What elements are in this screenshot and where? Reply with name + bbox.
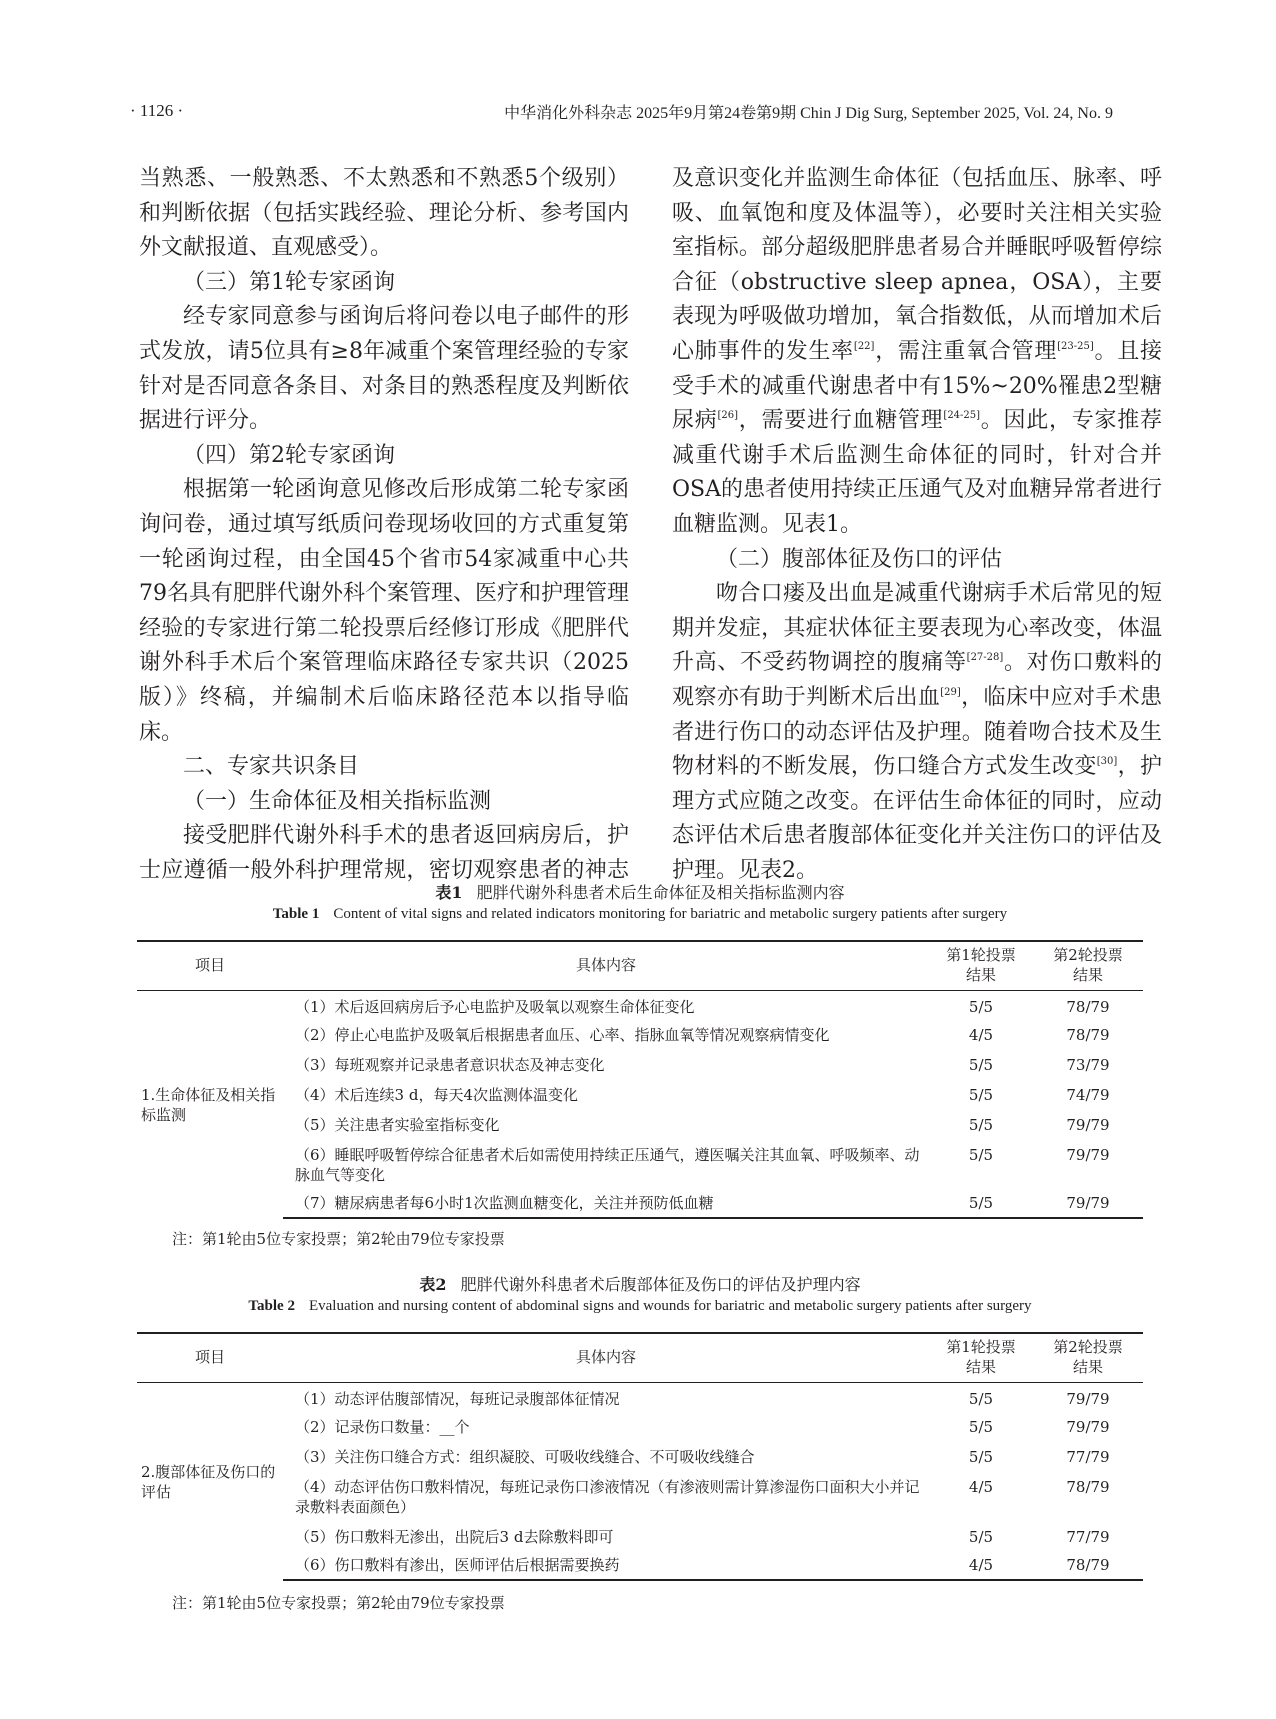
paragraph: 接受肥胖代谢外科手术的患者返回病房后，护士应遵循一般外科护理常规，密切观察患者的神志 [139, 823, 629, 883]
table-row [137, 1409, 1143, 1439]
content-cell: （7）糖尿病患者每6小时1次监测血糖变化，关注并预防低血糖 [283, 1185, 929, 1218]
content-cell: （5）关注患者实验室指标变化 [295, 1116, 500, 1134]
table2-note: 注：第1轮由5位专家投票；第2轮由79位专家投票 [172, 1594, 505, 1612]
table2-title-en [137, 1298, 1143, 1315]
round2-cell: 79/79 [1066, 1146, 1110, 1164]
text-run: ，护理方式应随之改变。在评估生命体征的同时，应动态评估术后患者腹部体征变化并关注伤口的评估及护理。见表2。 [672, 754, 1162, 883]
category-cell: 1.生命体征及相关指标监测 [141, 1085, 276, 1124]
table-label: 表2 [419, 1275, 447, 1294]
journal-citation: 中华消化外科杂志 2025年9月第24卷第9期 Chin J Dig Surg, September 2025, Vol. 24, No. 9 [504, 105, 1113, 122]
content-cell: （1）动态评估腹部情况，每班记录腹部体征情况 [295, 1390, 620, 1408]
round1-cell: 5/5 [968, 1390, 994, 1408]
paragraph: 经专家同意参与函询后将问卷以电子邮件的形式发放，请5位具有≥8年减重个案管理经验的专家针对是否同意各条目、对条目的熟悉程度及判断依据进行评分。 [139, 304, 629, 434]
text-run: 。对伤口敷料的观察亦有助于判断术后出血 [672, 650, 1162, 710]
column-header: 第1轮投票结果 [929, 1333, 1033, 1383]
round1-cell: 5/5 [968, 1528, 994, 1546]
table-label: 表1 [435, 883, 463, 902]
content-cell: （4）动态评估伤口敷料情况，每班记录伤口渗液情况（有渗液则需计算渗湿伤口面积大小并记录敷料表面颜色） [295, 1478, 920, 1516]
table-row [137, 1185, 1143, 1218]
citation: [27-28] [966, 652, 1004, 664]
table1-note: 注：第1轮由5位专家投票；第2轮由79位专家投票 [172, 1230, 505, 1248]
column-header: 项目 [137, 941, 283, 991]
column-header: 项目 [137, 1333, 283, 1383]
table2-title-cn [137, 1272, 1143, 1295]
table-row [137, 1439, 1143, 1469]
citation: [24-25] [943, 410, 981, 422]
citation: [30] [1096, 756, 1118, 768]
content-cell: （5）伤口敷料无渗出，出院后3 d去除敷料即可 [295, 1528, 614, 1546]
table-row [137, 1047, 1143, 1077]
text-run: 吻合口瘘及出血是减重代谢病手术后常见的短期并发症，其症状体征主要表现为心率改变，体温升高、不受药物调控的腹痛等 [672, 581, 1162, 676]
round1-cell: 5/5 [968, 1116, 994, 1134]
round1-cell: 4/5 [968, 1478, 994, 1496]
column-header: 具体内容 [283, 941, 929, 991]
table-row [137, 991, 1143, 1018]
round2-cell: 79/79 [1066, 1116, 1110, 1134]
paragraph [672, 577, 1162, 888]
left-column [139, 162, 629, 888]
round2-cell: 78/79 [1066, 998, 1110, 1016]
table-title: Content of vital signs and related indicators monitoring for bariatric and metabolic surgery patients after surgery [333, 906, 1008, 922]
content-cell: （2）停止心电监护及吸氧后根据患者血压、心率、指脉血氧等情况观察病情变化 [295, 1026, 830, 1044]
round1-cell: 5/5 [968, 1056, 994, 1074]
table-title: 肥胖代谢外科患者术后生命体征及相关指标监测内容 [476, 883, 845, 902]
table-row [137, 1077, 1143, 1107]
column-header: 第1轮投票结果 [929, 941, 1033, 991]
running-head [0, 0, 1276, 140]
section-heading: （三）第1轮专家函询 [183, 269, 395, 295]
text-run: 。因此，专家推荐减重代谢手术后监测生命体征的同时，针对合并OSA的患者使用持续正压通气及对血糖异常者进行血糖监测。见表1。 [672, 408, 1162, 537]
round2-cell: 73/79 [1066, 1056, 1110, 1074]
section-heading: （四）第2轮专家函询 [183, 442, 395, 468]
right-column [672, 162, 1162, 888]
table1-title-cn [137, 880, 1143, 903]
text-run: 。且接受手术的减重代谢患者中有15%~20%罹患2型糖尿病 [672, 338, 1162, 434]
round2-cell: 74/79 [1066, 1086, 1110, 1104]
round2-cell: 77/79 [1066, 1528, 1110, 1546]
category-cell: 2.腹部体征及伤口的评估 [141, 1462, 276, 1501]
table1-title-en [137, 906, 1143, 923]
text-run: ，需要进行血糖管理 [738, 408, 944, 434]
table-label: Table 2 [248, 1298, 295, 1314]
round2-cell: 79/79 [1033, 1185, 1143, 1218]
table-title: 肥胖代谢外科患者术后腹部体征及伤口的评估及护理内容 [460, 1275, 861, 1294]
table-row [137, 1383, 1143, 1410]
round1-cell: 5/5 [968, 1448, 994, 1466]
section-heading: （一）生命体征及相关指标监测 [183, 788, 492, 814]
table-row [137, 1017, 1143, 1047]
round1-cell: 4/5 [929, 1547, 1033, 1580]
text-run: ，需注重氧合管理 [874, 338, 1058, 364]
section-heading: 二、专家共识条目 [183, 754, 360, 780]
paragraph [672, 162, 1162, 543]
round1-cell: 5/5 [929, 1185, 1033, 1218]
round1-cell: 4/5 [968, 1026, 994, 1044]
content-cell: （6）睡眠呼吸暂停综合征患者术后如需使用持续正压通气，遵医嘱关注其血氧、呼吸频率、动脉血气等变化 [295, 1146, 920, 1184]
round1-cell: 5/5 [968, 1418, 994, 1436]
column-header: 第2轮投票结果 [1033, 941, 1143, 991]
round2-cell: 77/79 [1066, 1448, 1110, 1466]
table-row [137, 1107, 1143, 1137]
table-header-row [137, 941, 1143, 991]
round1-cell: 5/5 [968, 998, 994, 1016]
table-row [137, 1137, 1143, 1185]
citation: [29] [940, 686, 961, 698]
column-header: 具体内容 [283, 1333, 929, 1383]
table1 [137, 940, 1143, 1219]
column-header: 第2轮投票结果 [1033, 1333, 1143, 1383]
table2 [137, 1332, 1143, 1581]
round2-cell: 79/79 [1066, 1390, 1110, 1408]
content-cell: （2）记录伤口数量：__个 [295, 1418, 470, 1436]
citation: [23-25] [1057, 340, 1094, 352]
text-run: ，临床中应对手术患者进行伤口的动态评估及护理。随着吻合技术及生物材料的不断发展，伤口缝合方式发生改变 [672, 684, 1162, 780]
citation: [22] [853, 340, 875, 352]
content-cell: （1）术后返回病房后予心电监护及吸氧以观察生命体征变化 [295, 998, 695, 1016]
round1-cell: 5/5 [968, 1086, 994, 1104]
round2-cell: 78/79 [1066, 1478, 1110, 1496]
page-number: · 1126 · [130, 101, 184, 120]
paragraph: 当熟悉、一般熟悉、不太熟悉和不熟悉5个级别）和判断依据（包括实践经验、理论分析、参考国内外文献报道、直观感受）。 [139, 166, 629, 261]
round1-cell: 5/5 [968, 1146, 994, 1164]
table-row [137, 1469, 1143, 1517]
text-run: 及意识变化并监测生命体征（包括血压、脉率、呼吸、血氧饱和度及体温等），必要时关注相关实验室指标。部分超级肥胖患者易合并睡眠呼吸暂停综合征（obstructive sleep apnea，OSA），主要表现为呼吸做功增加，氧合指数低，从而增加术后心肺事件的发生率 [672, 166, 1162, 364]
table-row [137, 1517, 1143, 1547]
round2-cell: 78/79 [1033, 1547, 1143, 1580]
table-label: Table 1 [272, 906, 320, 922]
content-cell: （3）关注伤口缝合方式：组织凝胶、可吸收线缝合、不可吸收线缝合 [295, 1448, 755, 1466]
citation: [26] [717, 410, 739, 422]
content-cell: （4）术后连续3 d，每天4次监测体温变化 [295, 1086, 579, 1104]
round2-cell: 79/79 [1066, 1418, 1110, 1436]
section-heading: （二）腹部体征及伤口的评估 [716, 546, 1003, 572]
table-row [137, 1547, 1143, 1580]
content-cell: （6）伤口敷料有渗出，医师评估后根据需要换药 [283, 1547, 929, 1580]
paragraph: 根据第一轮函询意见修改后形成第二轮专家函询问卷，通过填写纸质问卷现场收回的方式重复第一轮函询过程，由全国45个省市54家减重中心共79名具有肥胖代谢外科个案管理、医疗和护理管理经验的专家进行第二轮投票后经修订形成《肥胖代谢外科手术后个案管理临床路径专家共识（2025版）》终稿，并编制术后临床路径范本以指导临床。 [139, 477, 629, 745]
content-cell: （3）每班观察并记录患者意识状态及神志变化 [295, 1056, 605, 1074]
round2-cell: 78/79 [1066, 1026, 1110, 1044]
table-header-row [137, 1333, 1143, 1383]
table-title: Evaluation and nursing content of abdominal signs and wounds for bariatric and metabolic surgery patients after surgery [308, 1298, 1032, 1314]
